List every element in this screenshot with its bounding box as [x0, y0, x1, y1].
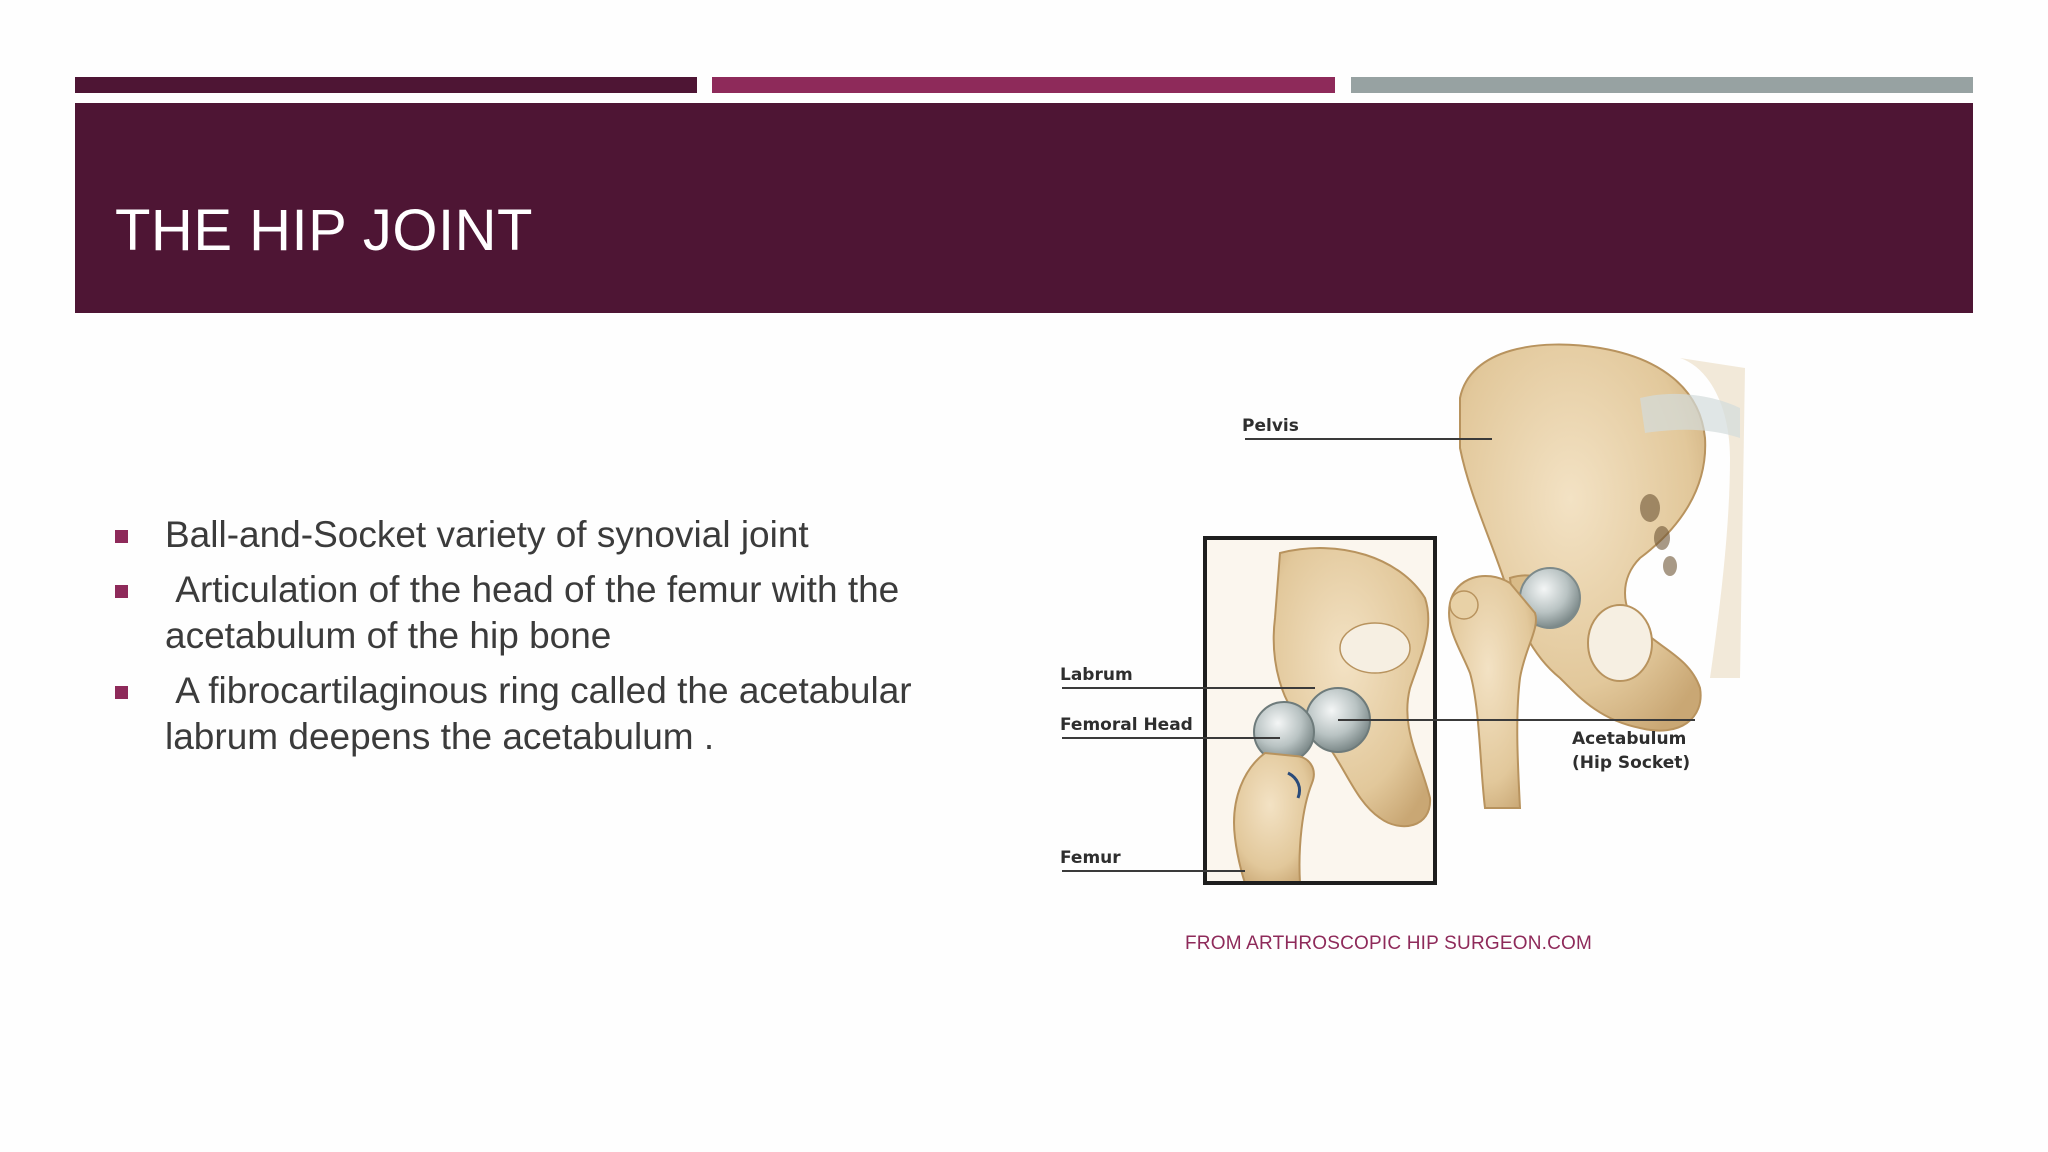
bullet-text: Articulation of the head of the femur with the acetabulum of the hip bone [165, 569, 910, 656]
hip-joint-diagram [1040, 328, 1760, 900]
label-labrum: Labrum [1060, 665, 1133, 685]
image-source-caption: FROM ARTHROSCOPIC HIP SURGEON.COM [1185, 933, 1593, 954]
bullet-item [112, 512, 972, 558]
square-bullet-icon [115, 530, 128, 543]
bullet-item [112, 668, 972, 760]
accent-bar-dark [75, 77, 697, 93]
square-bullet-icon [115, 686, 128, 699]
bullet-text: A fibrocartilaginous ring called the acetabular labrum deepens the acetabulum . [165, 670, 922, 757]
label-femoral-head: Femoral Head [1060, 715, 1193, 735]
accent-bar-gray [1351, 77, 1973, 93]
label-femur: Femur [1060, 848, 1121, 868]
label-pelvis: Pelvis [1242, 416, 1299, 436]
accent-bar-magenta [712, 77, 1335, 93]
label-hip-socket: (Hip Socket) [1572, 753, 1691, 773]
bullet-item [112, 567, 972, 659]
bullet-text: Ball-and-Socket variety of synovial joint [165, 514, 809, 555]
label-acetabulum: Acetabulum [1572, 729, 1687, 749]
square-bullet-icon [115, 585, 128, 598]
title-band [75, 103, 1973, 313]
slide-title: THE HIP JOINT [115, 198, 533, 263]
bullet-list [112, 512, 972, 769]
closeup-illustration [1205, 538, 1435, 883]
